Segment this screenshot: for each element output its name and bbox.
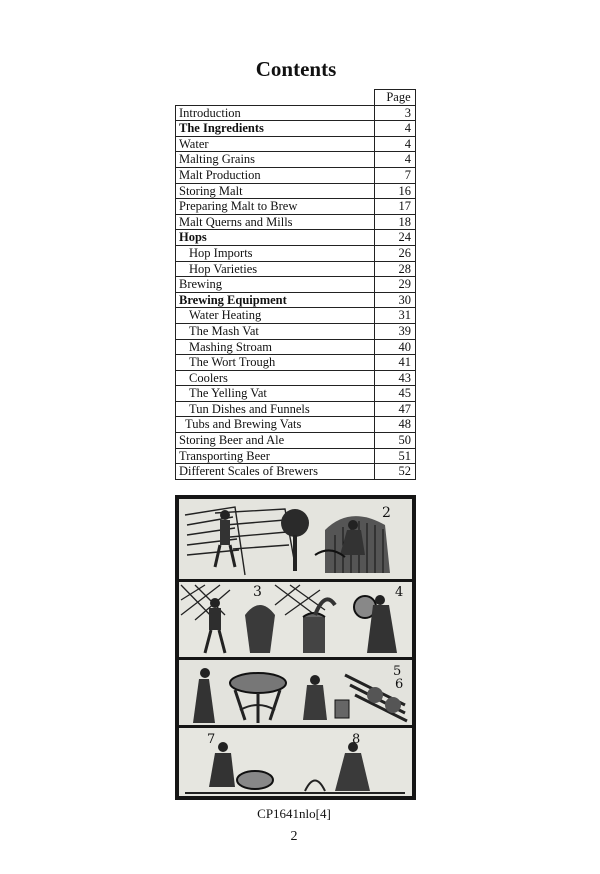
toc-row [176, 401, 416, 417]
panel-number-7: 7 [207, 732, 216, 747]
toc-entry-label: Malting Grains [176, 152, 375, 168]
toc-entry-label: Malt Production [176, 167, 375, 183]
toc-entry-label: Mashing Stroam [176, 339, 375, 355]
toc-entry-label: Transporting Beer [176, 448, 375, 464]
toc-entry-page: 51 [375, 448, 416, 464]
toc-entry-label: Tubs and Brewing Vats [176, 417, 375, 433]
toc-row [176, 261, 416, 277]
toc-entry-page: 16 [375, 183, 416, 199]
toc-entry-page: 52 [375, 464, 416, 480]
toc-row [176, 214, 416, 230]
toc-entry-page: 45 [375, 386, 416, 402]
woodcut-panel-3 [179, 660, 412, 725]
toc-row [176, 152, 416, 168]
toc-entry-page: 4 [375, 121, 416, 137]
toc-entry-page: 4 [375, 136, 416, 152]
toc-row [176, 167, 416, 183]
toc-entry-label: Coolers [176, 370, 375, 386]
toc-entry-page: 3 [375, 105, 416, 121]
toc-row [176, 199, 416, 215]
page-column-header: Page [375, 90, 416, 106]
contents-header-blank [176, 90, 375, 106]
toc-entry-page: 26 [375, 245, 416, 261]
woodcut-panel-1 [179, 499, 412, 579]
page-title: Contents [255, 57, 337, 81]
toc-row [176, 448, 416, 464]
woodcut-panel-2 [179, 582, 412, 657]
toc-entry-label: Tun Dishes and Funnels [176, 401, 375, 417]
woodcut-panel-4 [179, 728, 412, 796]
toc-entry-page: 48 [375, 417, 416, 433]
toc-entry-page: 41 [375, 355, 416, 371]
contents-header-row [176, 90, 416, 106]
toc-row [176, 121, 416, 137]
toc-entry-page: 7 [375, 167, 416, 183]
toc-row [176, 386, 416, 402]
toc-entry-label: Brewing [176, 277, 375, 293]
toc-row [176, 433, 416, 449]
toc-row [176, 417, 416, 433]
panel-number-2: 2 [382, 505, 391, 521]
toc-row [176, 183, 416, 199]
toc-entry-label: Hops [176, 230, 375, 246]
toc-row [176, 230, 416, 246]
toc-entry-page: 24 [375, 230, 416, 246]
toc-entry-label: Water Heating [176, 308, 375, 324]
toc-entry-label: The Wort Trough [176, 355, 375, 371]
toc-entry-page: 28 [375, 261, 416, 277]
toc-entry-page: 18 [375, 214, 416, 230]
panel-number-5: 5 [393, 664, 402, 679]
page-number: 2 [290, 829, 298, 844]
toc-entry-label: Introduction [176, 105, 375, 121]
toc-entry-label: Hop Varieties [176, 261, 375, 277]
toc-entry-page: 39 [375, 323, 416, 339]
toc-row [176, 292, 416, 308]
toc-entry-label: Preparing Malt to Brew [176, 199, 375, 215]
toc-row [176, 355, 416, 371]
toc-entry-label: Hop Imports [176, 245, 375, 261]
toc-entry-page: 31 [375, 308, 416, 324]
toc-row [176, 323, 416, 339]
toc-entry-label: Malt Querns and Mills [176, 214, 375, 230]
toc-row [176, 308, 416, 324]
toc-row [176, 105, 416, 121]
toc-row [176, 245, 416, 261]
toc-entry-label: Water [176, 136, 375, 152]
toc-entry-label: The Mash Vat [176, 323, 375, 339]
toc-entry-page: 50 [375, 433, 416, 449]
contents-table [175, 89, 416, 480]
toc-entry-page: 47 [375, 401, 416, 417]
woodcut-illustration [175, 495, 416, 800]
figure-caption: CP1641nlo[4] [257, 806, 331, 821]
toc-entry-label: Storing Malt [176, 183, 375, 199]
toc-entry-page: 4 [375, 152, 416, 168]
toc-row [176, 370, 416, 386]
panel-number-8: 8 [352, 732, 361, 747]
toc-row [176, 464, 416, 480]
toc-entry-page: 43 [375, 370, 416, 386]
toc-entry-page: 30 [375, 292, 416, 308]
toc-entry-page: 17 [375, 199, 416, 215]
panel-number-6: 6 [395, 677, 404, 692]
toc-entry-label: Brewing Equipment [176, 292, 375, 308]
toc-entry-page: 40 [375, 339, 416, 355]
toc-row [176, 339, 416, 355]
toc-row [176, 277, 416, 293]
toc-entry-page: 29 [375, 277, 416, 293]
toc-entry-label: Storing Beer and Ale [176, 433, 375, 449]
panel-number-3: 3 [253, 584, 262, 600]
toc-entry-label: The Ingredients [176, 121, 375, 137]
toc-entry-label: Different Scales of Brewers [176, 464, 375, 480]
toc-entry-label: The Yelling Vat [176, 386, 375, 402]
toc-row [176, 136, 416, 152]
panel-number-4: 4 [395, 585, 404, 600]
